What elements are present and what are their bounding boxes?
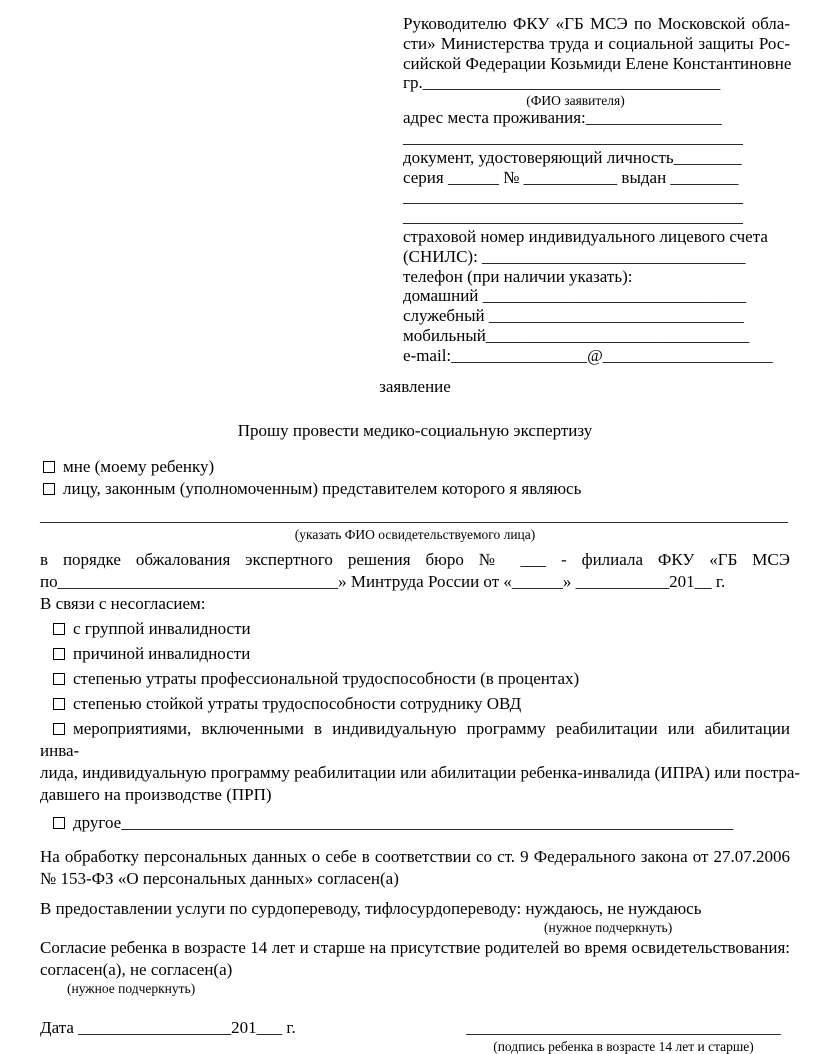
disagreement-options: [40, 618, 801, 834]
other-field[interactable]: другое________________________________________________________________________: [73, 812, 734, 832]
checkbox-option-self[interactable]: [43, 456, 790, 478]
child-signature-caption: (подпись ребенка в возрасте 14 лет и старше): [493, 1038, 754, 1054]
snils-label: страховой номер индивидуального лицевого счета: [403, 226, 768, 246]
child-consent-line-2: согласен(а), не согласен(а): [40, 959, 233, 979]
address-field[interactable]: адрес места проживания:________________: [403, 108, 722, 128]
appeal-paragraph: [40, 549, 790, 593]
request-statement: Прошу провести медико-социальную экспертизу: [237, 420, 593, 440]
item-label: причиной инвалидности: [73, 643, 251, 663]
option-self-label: мне (моему ребенку): [63, 456, 215, 476]
recipient-block: [403, 14, 790, 366]
series-number-issued-field[interactable]: серия ______ № ___________ выдан ________: [403, 167, 739, 187]
item-label: с группой инвалидности: [73, 618, 251, 638]
appeal-line-1: в порядке обжалования экспертного решения бюро № ___ - филиала ФКУ «ГБ МСЭ: [40, 549, 790, 569]
date-field[interactable]: Дата __________________201___ г.: [40, 1017, 296, 1037]
citizen-name-caption: (ФИО заявителя): [526, 93, 625, 109]
interpreting-line: В предоставлении услуги по сурдопереводу, тифлосурдопереводу: нуждаюсь, не нуждаюсь: [40, 898, 702, 918]
checkbox-icon[interactable]: [43, 461, 55, 473]
footer-row: [40, 1017, 790, 1054]
identity-document-field[interactable]: документ, удостоверяющий личность________: [403, 147, 742, 167]
address-field-line2[interactable]: ________________________________________: [403, 127, 743, 147]
item-label: степенью стойкой утраты трудоспособности сотруднику ОВД: [73, 693, 522, 713]
checkbox-icon[interactable]: [43, 483, 55, 495]
personal-data-consent-line-2: № 153-ФЗ «О персональных данных» согласен(а): [40, 868, 399, 888]
issued-by-field-line2[interactable]: ________________________________________: [403, 207, 743, 227]
checkbox-icon[interactable]: [53, 698, 65, 710]
personal-data-consent-line-1: На обработку персональных данных о себе в соответствии со ст. 9 Федерального закона от 27.07.2006: [40, 846, 790, 866]
ipra-line-2: лида, индивидуальную программу реабилитации или абилитации ребенка-инвалида (ИПРА) или постра-: [40, 762, 801, 782]
checkbox-icon[interactable]: [53, 673, 65, 685]
recipient-line-1: Руководителю ФКУ «ГБ МСЭ по Московской обла-: [403, 14, 790, 33]
phone-home-field[interactable]: домашний _______________________________: [403, 286, 747, 306]
email-field[interactable]: e-mail:________________@____________________: [403, 345, 773, 365]
checkbox-item-ipra[interactable]: [40, 718, 801, 806]
issued-by-field-line1[interactable]: ________________________________________: [403, 187, 743, 207]
checkbox-item-professional-capacity-loss[interactable]: [40, 668, 790, 690]
applicant-options: [40, 456, 790, 500]
snils-field[interactable]: (СНИЛС): _______________________________: [403, 246, 746, 266]
phone-mobile-field[interactable]: мобильный_______________________________: [403, 325, 750, 345]
option-representative-label: лицу, законным (уполномоченным) представителем которого я являюсь: [63, 478, 582, 498]
underline-needed-caption: (нужное подчеркнуть): [67, 980, 196, 996]
checkbox-item-other[interactable]: [40, 812, 790, 834]
recipient-line-3: сийской Федерации Козьмиди Елене Константиновне: [403, 53, 792, 73]
child-consent-statement: [40, 937, 790, 996]
examined-person-name-field[interactable]: ________________________________________________________________________________________: [40, 505, 788, 525]
appeal-line-2[interactable]: по_________________________________» Минтруда России от «______» ___________201__ г.: [40, 571, 726, 591]
checkbox-icon[interactable]: [53, 723, 65, 735]
phone-label: телефон (при наличии указать):: [403, 266, 633, 286]
ipra-line-1: [40, 718, 790, 762]
child-signature-field[interactable]: _____________________________________: [466, 1017, 781, 1037]
item-label: степенью утраты профессиональной трудоспособности (в процентах): [73, 668, 580, 688]
checkbox-item-disability-group[interactable]: [40, 618, 790, 640]
recipient-line-2: сти» Министерства труда и социальной защиты Рос-: [403, 33, 790, 53]
examined-person-name-caption: (указать ФИО освидетельствуемого лица): [294, 526, 536, 542]
checkbox-icon[interactable]: [53, 817, 65, 829]
child-consent-line-1: Согласие ребенка в возрасте 14 лет и старше на присутствие родителей во время освидетельствования:: [40, 937, 790, 957]
checkbox-icon[interactable]: [53, 623, 65, 635]
ipra-text-1: мероприятиями, включенными в индивидуальную программу реабилитации или абилитации инва-: [40, 718, 790, 760]
underline-needed-caption: (нужное подчеркнуть): [544, 919, 673, 935]
form-title: заявление: [379, 376, 451, 396]
checkbox-option-representative[interactable]: [43, 478, 790, 500]
phone-work-field[interactable]: служебный ______________________________: [403, 306, 744, 326]
ipra-line-3: давшего на производстве (ПРП): [40, 784, 272, 804]
signature-block: [457, 1017, 790, 1054]
disagreement-intro: В связи с несогласием:: [40, 593, 206, 613]
interpreting-service-statement: [40, 898, 790, 935]
checkbox-item-ovd-capacity-loss[interactable]: [40, 693, 790, 715]
checkbox-icon[interactable]: [53, 648, 65, 660]
personal-data-consent: [40, 846, 790, 890]
checkbox-item-disability-cause[interactable]: [40, 643, 790, 665]
citizen-name-field[interactable]: гр.___________________________________: [403, 73, 721, 93]
